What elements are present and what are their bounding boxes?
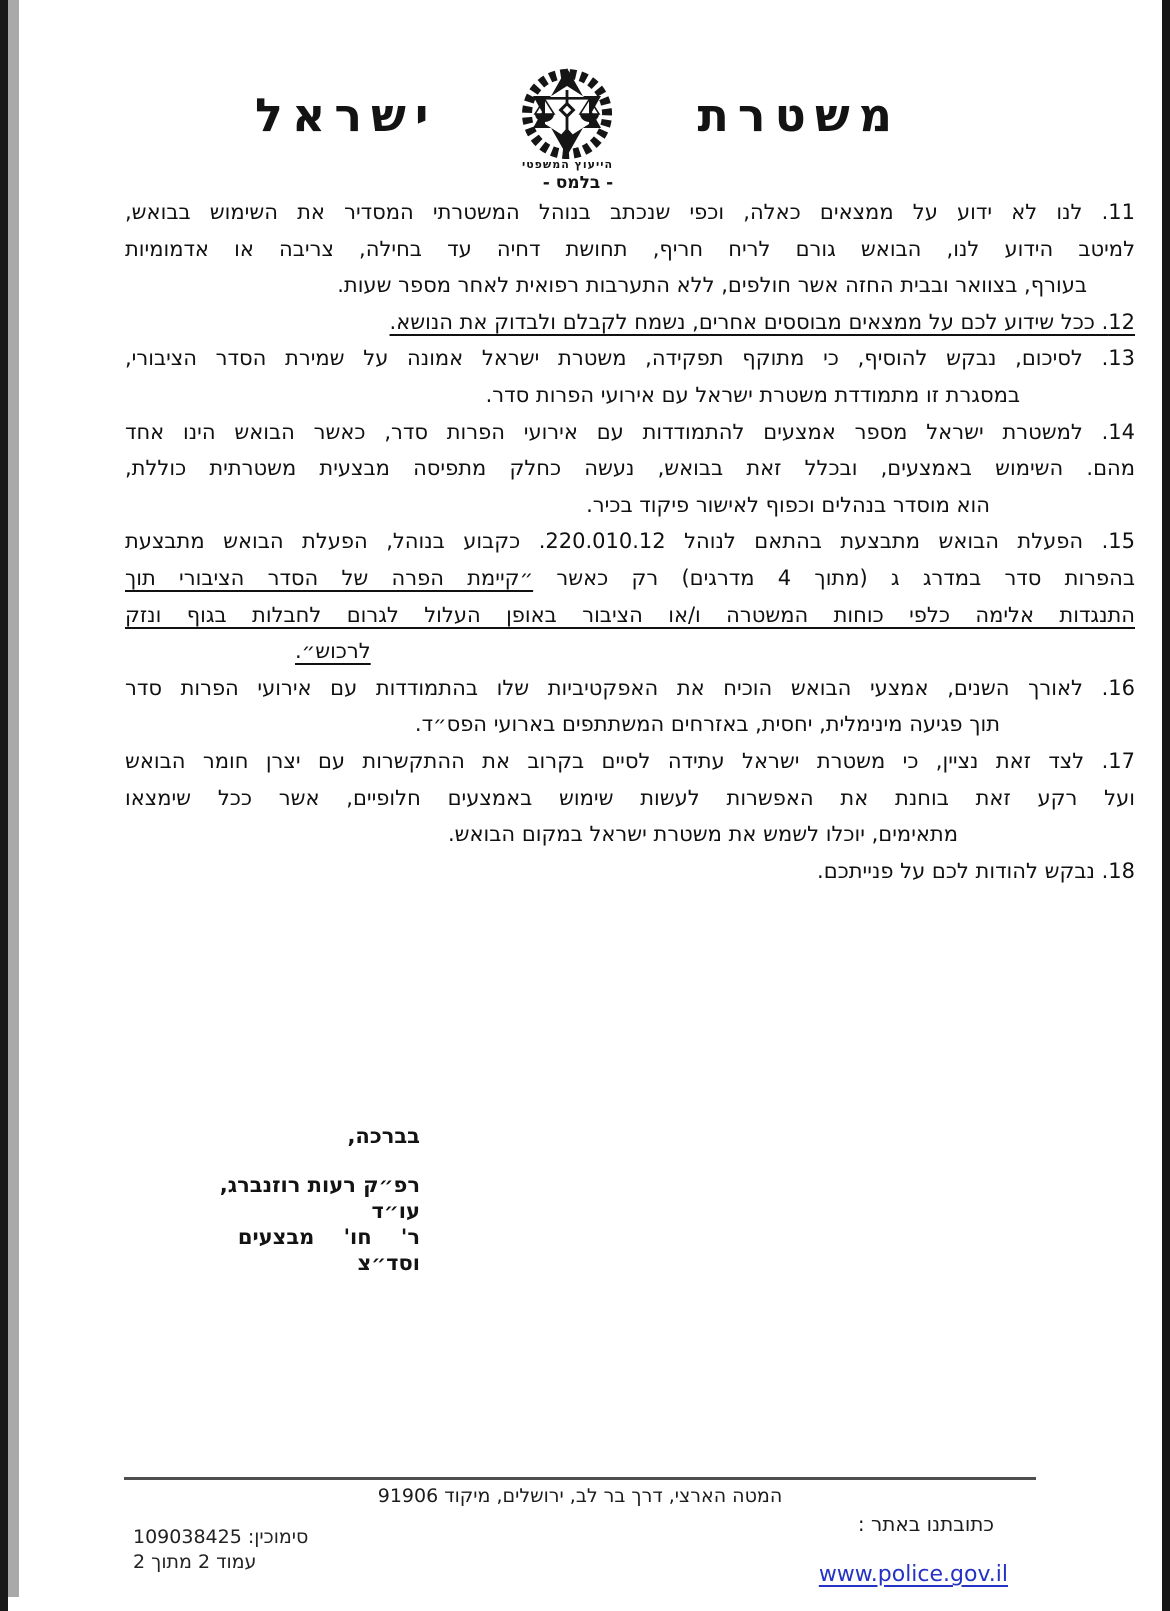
text-run: 17. לצד זאת נציין, כי משטרת ישראל עתידה לסיים בקרוב את ההתקשרות עם יצרן חומר הבואש <box>125 748 1135 773</box>
paragraph-line <box>125 450 1135 487</box>
org-title-left: ישראל <box>255 88 438 142</box>
paragraph-line <box>125 377 1135 414</box>
document-body <box>125 194 1135 889</box>
text-run: 18. נבקש להודות לכם על פנייתכם. <box>817 858 1135 883</box>
paragraph-line <box>125 340 1135 377</box>
signer-role-line: ר' חו' מבצעים וסד״צ <box>215 1225 420 1275</box>
closing-block <box>170 1124 420 1276</box>
paragraph-line <box>125 743 1135 780</box>
paragraph-line <box>125 267 1135 304</box>
page-number: עמוד 2 מתוך 2 <box>133 1551 257 1573</box>
reference-label: סימוכין: <box>247 1526 309 1548</box>
text-run: 16. לאורך השנים, אמצעי הבואש הוכיח את האפקטיביות שלו בהתמודדות עם אירועי הפרות סדר <box>125 675 1135 700</box>
signer-name-line: רפ״ק רעות רוזנברג, עו״ד <box>190 1173 420 1223</box>
paragraph-line <box>125 670 1135 707</box>
scan-edge-left-black <box>0 0 8 1611</box>
text-run: 14. למשטרת ישראל מספר אמצעים להתמודדות עם אירועי הפרות סדר, כאשר הבואש הינו אחד <box>125 419 1135 444</box>
text-run: 13. לסיכום, נבקש להוסיף, כי מתוקף תפקידה, משטרת ישראל אמונה על שמירת הסדר הציבורי, <box>125 346 1135 371</box>
text-run: למיטב הידוע לנו, הבואש גורם לריח חריף, תחושת דחיה עד בחילה, צריבה או אדמומיות <box>125 236 1135 261</box>
website-label: כתובתנו באתר : <box>857 1512 994 1536</box>
paragraph-line <box>125 523 1135 560</box>
scan-edge-left-grey <box>8 0 19 1597</box>
paragraph-line <box>125 414 1135 451</box>
text-run: 15. הפעלת הבואש מתבצעת בהתאם לנוהל 220.010.12. כקבוע בנוהל, הפעלת הבואש מתבצעת <box>125 529 1135 554</box>
text-run: תוך פגיעה מינימלית, יחסית, באזרחים המשתתפים בארועי הפס״ד. <box>414 712 1000 737</box>
text-run: בעורף, בצוואר ובבית החזה אשר חולפים, ללא התערבות רפואית לאחר מספר שעות. <box>337 273 1087 298</box>
paragraph-line <box>125 706 1135 743</box>
paragraph-line <box>125 853 1135 890</box>
reference-line <box>133 1526 308 1548</box>
paragraph-line <box>125 597 1135 634</box>
underlined-text-run: 12. ככל שידוע לכם על ממצאים מבוססים אחרים, נשמח לקבלם ולבדוק את הנושא. <box>389 309 1135 334</box>
paragraph-line <box>125 633 1135 670</box>
paragraph-line <box>125 816 1135 853</box>
website-link[interactable]: www.police.gov.il <box>818 1562 1008 1587</box>
text-run: הוא מוסדר בנהלים וכפוף לאישור פיקוד בכיר. <box>586 492 990 517</box>
police-emblem-graphic <box>483 64 651 162</box>
salutation: בברכה, <box>347 1124 420 1148</box>
paragraph-line <box>125 231 1135 268</box>
text-run: במסגרת זו מתמודדת משטרת ישראל עם אירועי הפרות סדר. <box>485 382 1020 407</box>
text-run: ועל רקע זאת בוחנת את האפשרות לעשות שימוש באמצעים חלופיים, אשר ככל שימצאו <box>125 785 1135 810</box>
paragraph-line <box>125 560 1135 597</box>
text-run: בהפרות סדר במדרג ג (מתוך 4 מדרגים) רק כאשר <box>533 565 1135 590</box>
text-run: מהם. השימוש באמצעים, ובכלל זאת בבואש, נעשה כחלק מתפיסה מבצעית משטרתית כוללת, <box>125 456 1135 481</box>
paragraph-line <box>125 780 1135 817</box>
scan-edge-right-black <box>1162 0 1170 1611</box>
reference-number: 109038425 <box>133 1526 242 1548</box>
underlined-text-run: התנגדות אלימה כלפי כוחות המשטרה ו/או הציבור באופן העלול לגרום לחבלות בגוף ונזק <box>125 602 1135 627</box>
paragraph-line <box>125 487 1135 524</box>
paragraph-line <box>125 304 1135 341</box>
legal-counsel-caption: הייעוץ המשפטי <box>521 158 613 171</box>
underlined-text-run: ״קיימת הפרה של הסדר הציבורי תוך <box>125 565 534 590</box>
police-emblem <box>477 64 657 171</box>
footer-divider <box>124 1477 1036 1480</box>
letterhead <box>0 64 1156 171</box>
hq-address: המטה הארצי, דרך בר לב, ירושלים, מיקוד 91906 <box>377 1485 783 1507</box>
text-run: 11. לנו לא ידוע על ממצאים כאלה, וכפי שנכתב בנוהל המשטרתי המסדיר את השימוש בבואש, <box>125 200 1135 224</box>
text-run: מתאימים, יוכלו לשמש את משטרת ישראל במקום הבואש. <box>447 822 958 847</box>
org-title-right: משטרת <box>697 88 901 142</box>
classification-marking: - בלמס - <box>542 173 614 193</box>
underlined-text-run: לרכוש״. <box>295 639 371 664</box>
paragraph-line <box>125 194 1135 231</box>
